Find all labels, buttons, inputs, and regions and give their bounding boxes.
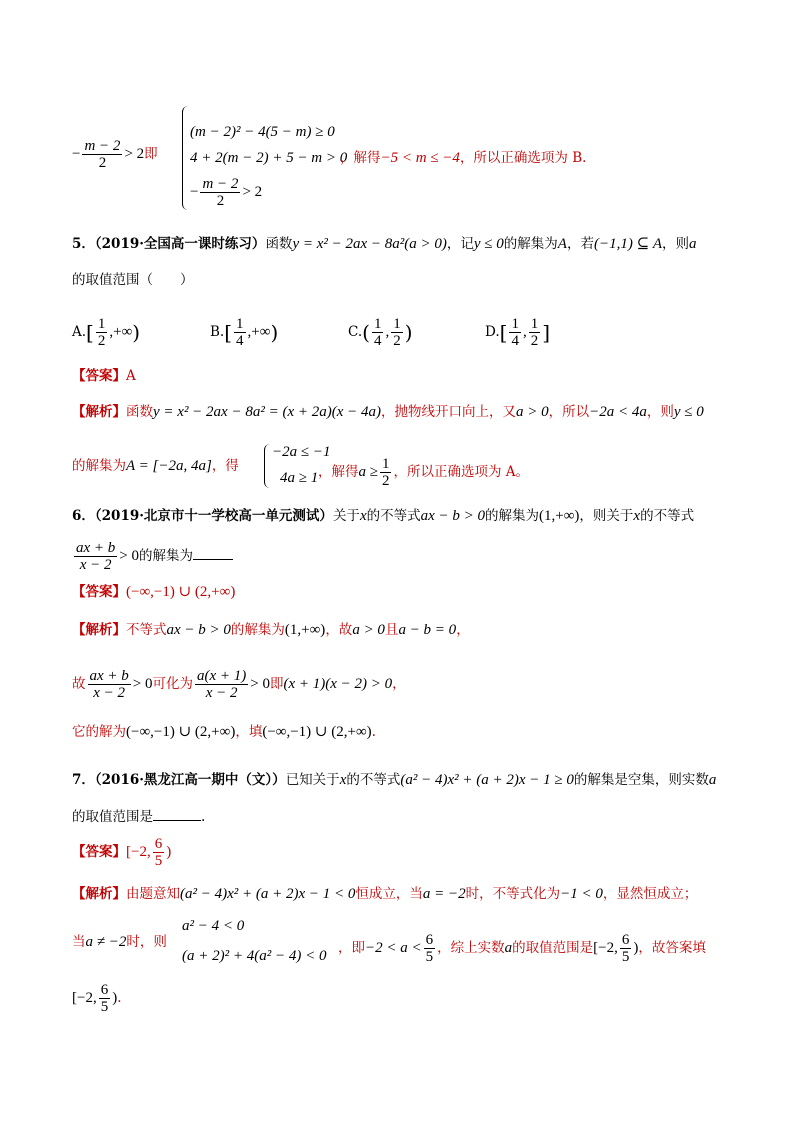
system-brace xyxy=(264,444,271,488)
q5-stem-line2: 的取值范围（ ） xyxy=(72,272,194,288)
q7-stem-line2: 的取值范围是 . xyxy=(72,806,205,827)
q6-stem-line2: $\frac{ax + b}{x - 2}$ > 0的解集为 xyxy=(72,540,233,573)
q6-answer: 【答案】(−∞,−1) ∪ (2,+∞) xyxy=(72,584,236,600)
fraction: $\frac{6}{5}$ xyxy=(154,836,163,869)
q7-source: （2016·黑龙江高一期中（文）） xyxy=(94,772,286,788)
fraction: $\frac{ax + b}{x - 2}$ xyxy=(76,540,116,573)
fraction: $\frac{1}{2}$ xyxy=(393,316,401,349)
q6-analysis-line1: 【解析】不等式ax − b > 0的解集为(1,+∞)，故a > 0且a − b = 0， xyxy=(72,622,470,638)
fraction: $\frac{m - 2}{2}$ xyxy=(84,138,121,171)
fraction: $\frac{1}{4}$ xyxy=(236,316,244,349)
fraction: $\frac{1}{2}$ xyxy=(381,456,390,489)
q6-analysis-line3: 它的解为(−∞,−1) ∪ (2,+∞)，填(−∞,−1) ∪ (2,+∞). xyxy=(72,724,376,740)
system-row: − $\frac{m - 2}{2}$ > 2 xyxy=(190,176,263,209)
q7-analysis-line1: 【解析】由题意知(a² − 4)x² + (a + 2)x − 1 < 0恒成立，当a = −2时，不等式化为−1 < 0，显然恒成立； xyxy=(72,886,698,902)
fraction: $\frac{6}{5}$ xyxy=(100,982,109,1015)
system-row: (a + 2)² + 4(a² − 4) < 0 xyxy=(182,948,327,964)
q5-analysis-line2: 的解集为A = [−2a, 4a]，得 xyxy=(72,458,239,474)
q6-analysis-line2: 故 $\frac{ax + b}{x - 2}$ > 0可化为 $\frac{a(x + 1)}{x - 2}$ > 0即(x + 1)(x − 2) > 0， xyxy=(72,668,406,701)
prev-conclusion: ，解得−5 < m ≤ −4，所以正确选项为 B. xyxy=(340,150,587,166)
system-row: (m − 2)² − 4(5 − m) ≥ 0 xyxy=(190,124,335,140)
q5-stem-line1: 5．（2019·全国高一课时练习）函数y = x² − 2ax − 8a²(a > 0)，记y ≤ 0的解集为A，若(−1,1) ⊆ A，则a xyxy=(72,236,697,252)
q5-option-d: D.[ $\frac{1}{4}$ , $\frac{1}{2}$ ] xyxy=(485,316,551,349)
fraction: $\frac{6}{5}$ xyxy=(621,932,630,965)
fraction: $\frac{ax + b}{x - 2}$ xyxy=(89,668,129,701)
fraction: $\frac{6}{5}$ xyxy=(425,932,434,965)
system-row: a² − 4 < 0 xyxy=(182,918,245,934)
fraction: $\frac{1}{2}$ xyxy=(530,316,539,349)
q7-analysis-line2-tail: ，即−2 < a < $\frac{6}{5}$ ，综上实数a的取值范围是[−2, $\frac{6}{5}$ )，故答案填 xyxy=(338,932,706,965)
answer-blank xyxy=(153,806,201,821)
fraction: $\frac{m - 2}{2}$ xyxy=(202,176,239,209)
fraction: $\frac{1}{2}$ xyxy=(97,316,106,349)
q7-analysis-line2: 当a ≠ −2时，则 xyxy=(72,934,167,950)
system-row: 4a ≥ 1 xyxy=(280,470,319,486)
q7-analysis-line3: [−2, $\frac{6}{5}$ ). xyxy=(72,982,122,1015)
system-row: 4 + 2(m − 2) + 5 − m > 0 xyxy=(190,150,348,166)
fraction: $\frac{1}{4}$ xyxy=(373,316,382,349)
q7-stem-line1: 7．（2016·黑龙江高一期中（文））已知关于x的不等式(a² − 4)x² + (a + 2)x − 1 ≥ 0的解集是空集，则实数a xyxy=(72,772,717,788)
q6-source: （2019·北京市十一学校高一单元测试） xyxy=(94,508,333,524)
system-brace xyxy=(182,106,189,210)
q7-answer: 【答案】[−2, $\frac{6}{5}$ ) xyxy=(72,836,172,869)
q5-option-b: B.[ $\frac{1}{4}$ ,+∞) xyxy=(210,316,279,349)
q5-option-a: A.[ $\frac{1}{2}$ ,+∞) xyxy=(72,316,141,349)
fraction: $\frac{1}{4}$ xyxy=(511,316,519,349)
q5-analysis-line2-tail: ，解得a ≥ $\frac{1}{2}$ ，所以正确选项为 A。 xyxy=(318,456,530,489)
q5-answer: 【答案】A xyxy=(72,368,136,384)
q5-option-c: C.( $\frac{1}{4}$ , $\frac{1}{2}$ ) xyxy=(348,316,413,349)
answer-blank xyxy=(193,545,233,560)
prev-solution-line: − $\frac{m - 2}{2}$ > 2即 xyxy=(72,138,158,171)
fraction: $\frac{a(x + 1)}{x - 2}$ xyxy=(197,668,247,701)
system-row: −2a ≤ −1 xyxy=(272,444,331,460)
q6-stem-line1: 6．（2019·北京市十一学校高一单元测试）关于x的不等式ax − b > 0的解集为(1,+∞)，则关于x的不等式 xyxy=(72,508,695,524)
q5-analysis-line1: 【解析】函数y = x² − 2ax − 8a² = (x + 2a)(x − 4a)，抛物线开口向上，又a > 0，所以−2a < 4a，则y ≤ 0 xyxy=(72,404,704,420)
q5-source: （2019·全国高一课时练习） xyxy=(94,236,266,252)
